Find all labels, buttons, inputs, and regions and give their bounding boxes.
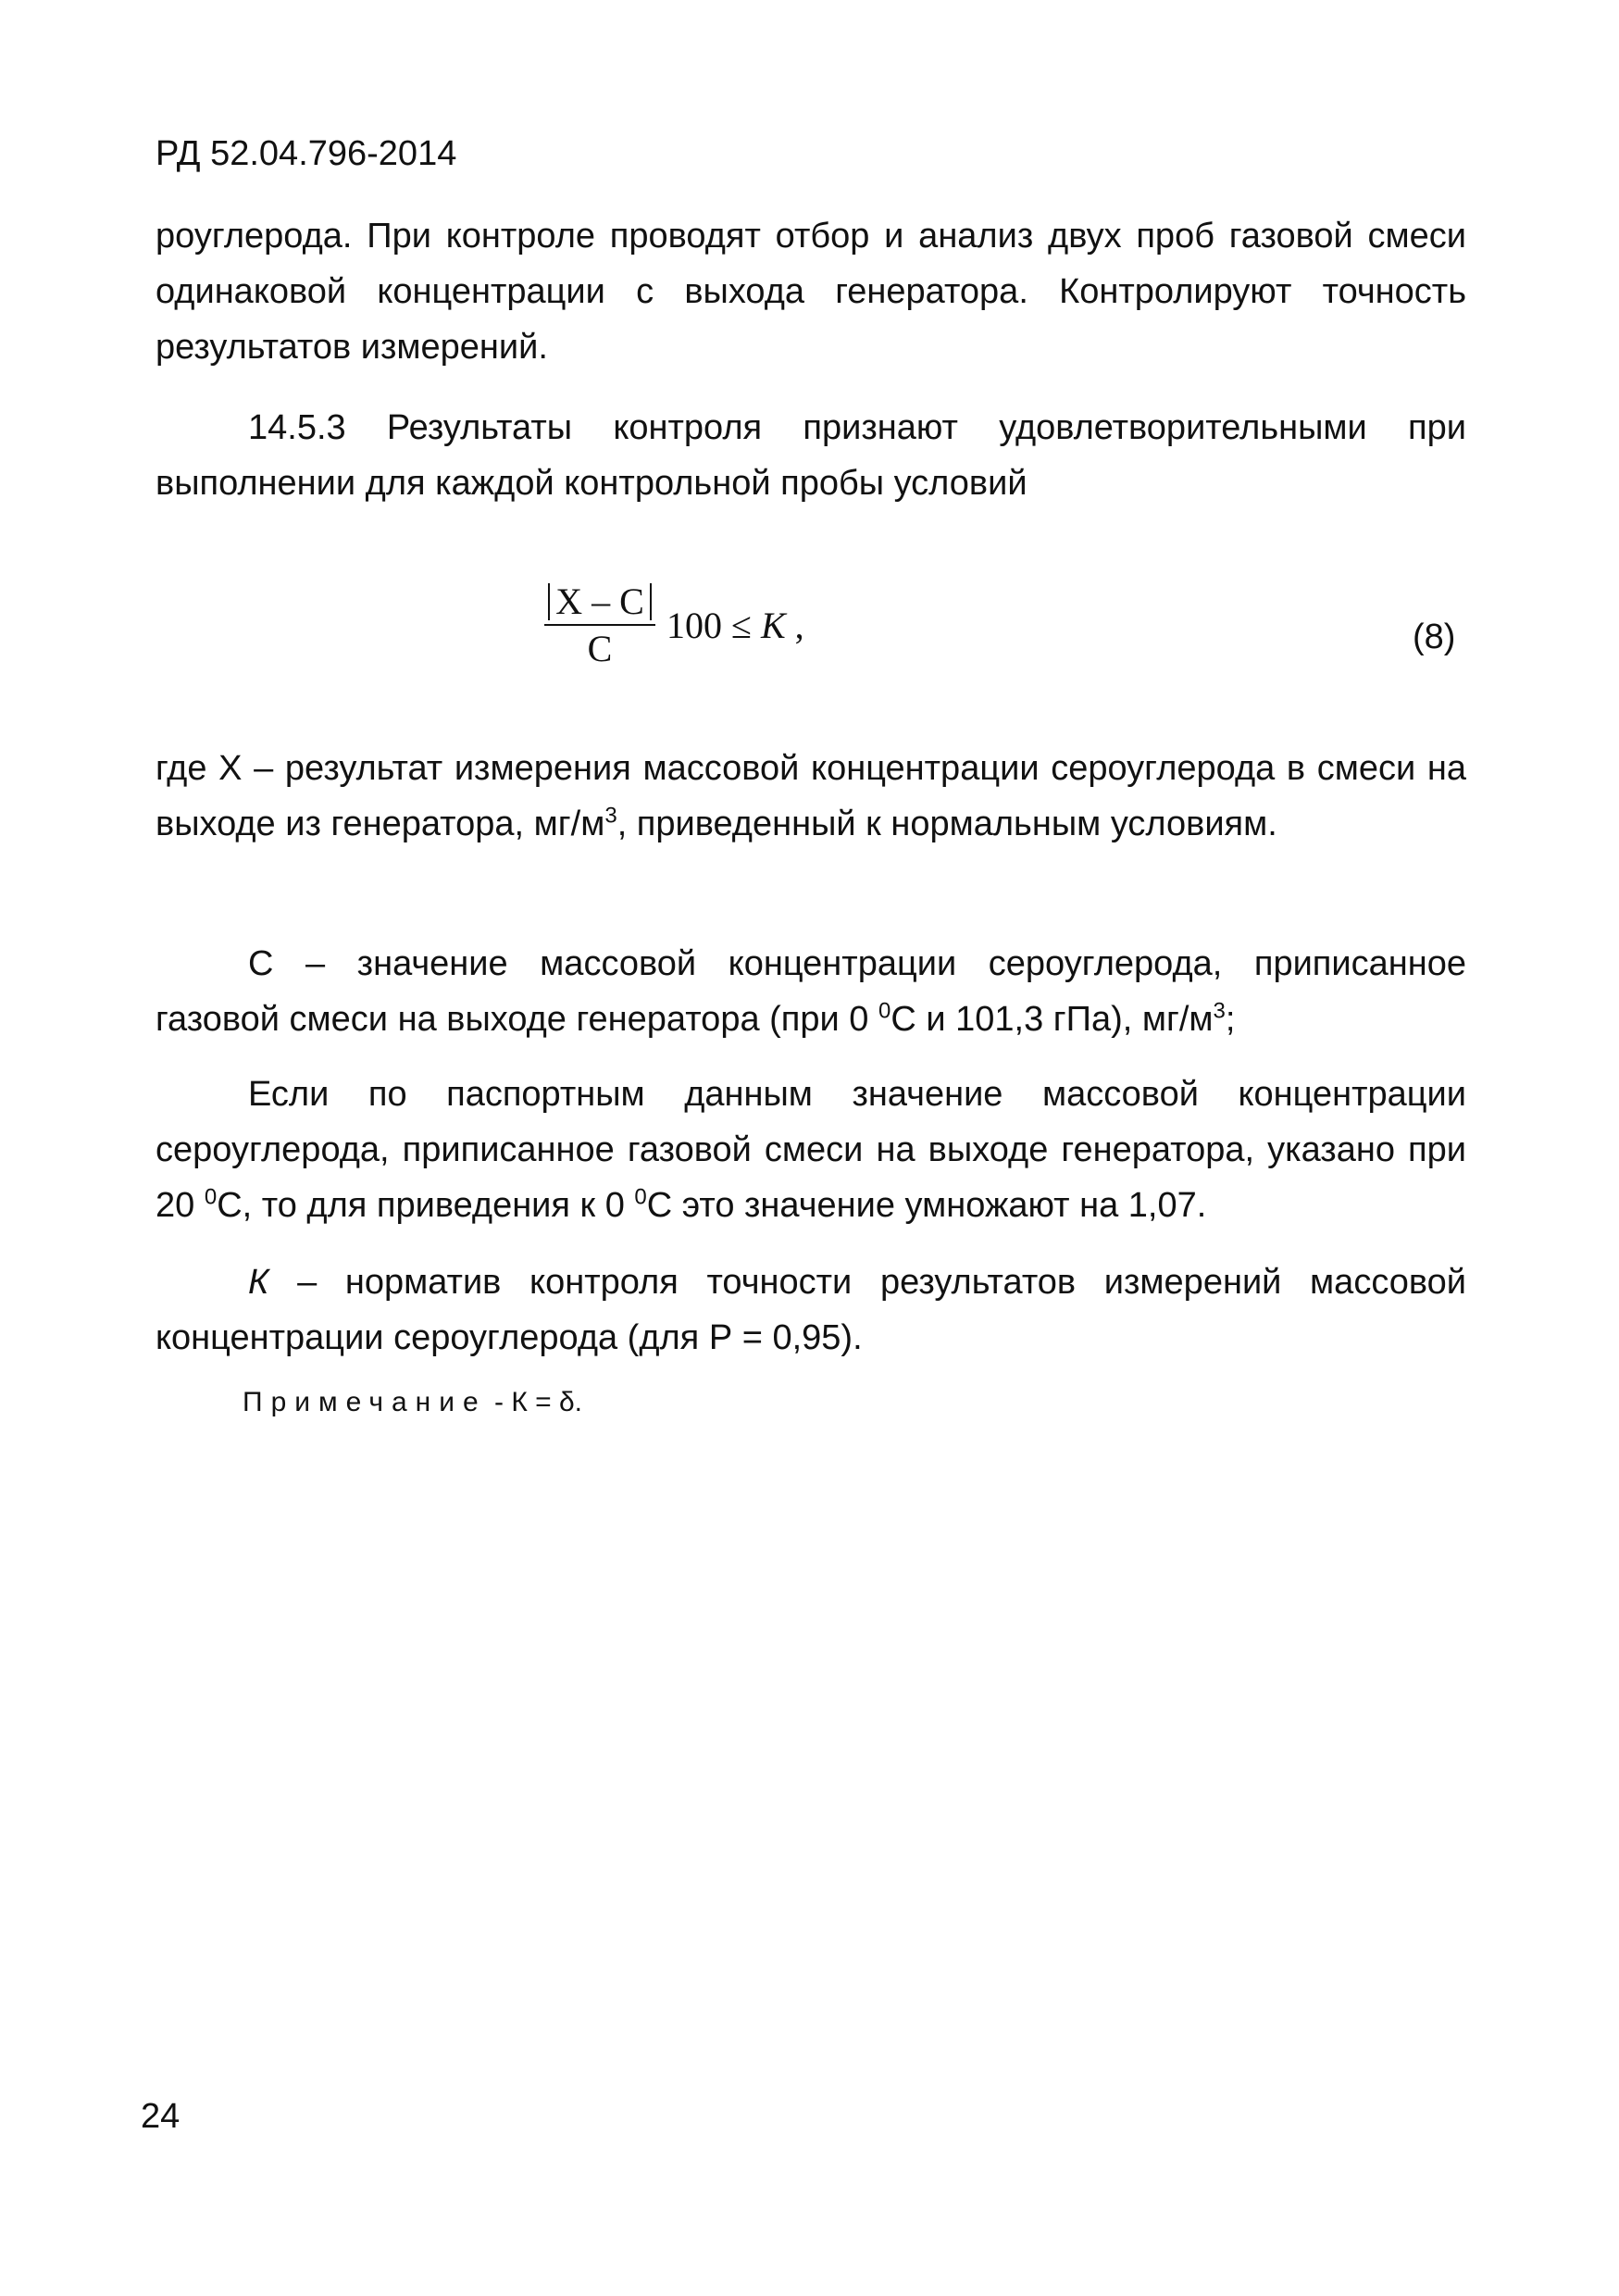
definition-x — [156, 741, 1466, 852]
definition-c — [156, 936, 1466, 1047]
conversion-degree-1: 0 — [204, 1184, 218, 1210]
definition-c-text-b: С и 101,3 гПа), мг/м — [890, 1000, 1214, 1039]
document-code: РД 52.04.796-2014 — [156, 134, 457, 173]
formula-inequality — [666, 604, 804, 648]
conversion-degree-2: 0 — [634, 1184, 647, 1210]
definition-x-text-a: где X – результат измерения массовой концентрации сероуглерода в смеси на выходе из генератора, мг/м — [156, 749, 1466, 843]
formula-var-k: K — [760, 605, 786, 646]
note — [243, 1379, 582, 1426]
definition-k — [156, 1254, 1466, 1366]
page-number: 24 — [141, 2097, 181, 2136]
formula-rest-left: 100 ≤ — [666, 605, 761, 646]
definition-x-text-b: , приведенный к нормальным условиям. — [616, 805, 1277, 843]
formula-8 — [537, 574, 907, 694]
conversion-text-b: С, то для приведения к 0 — [217, 1186, 635, 1225]
formula-denominator: C — [587, 628, 613, 669]
note-label: Примечание — [243, 1387, 487, 1417]
definition-c-text-c: ; — [1225, 1000, 1236, 1039]
definition-x-sup: 3 — [604, 803, 617, 829]
note-text: - К = δ. — [486, 1387, 583, 1417]
conversion-text-a: Если по паспортным данным значение массовой концентрации сероуглерода, приписанное газовой смеси на выходе генератора, указано при 20 — [156, 1075, 1466, 1225]
conversion-text-c: С это значение умножают на 1,07. — [646, 1186, 1207, 1225]
definition-c-text-a: С – значение массовой концентрации сероуглерода, приписанное газовой смеси на выходе генератора (при 0 — [156, 944, 1466, 1039]
definition-c-sup: 3 — [1213, 998, 1226, 1024]
equation-number: (8) — [1413, 618, 1456, 656]
definition-k-text: – норматив контроля точности результатов измерений массовой концентрации сероуглерода (для Р = 0,95). — [156, 1263, 1466, 1357]
definition-k-var: К — [248, 1263, 269, 1302]
formula-numerator: X – C — [548, 583, 652, 620]
paragraph-continuation: роуглерода. При контроле проводят отбор и анализ двух проб газовой смеси одинаковой концентрации с выхода генератора. Контролируют точность результатов измерений. — [156, 217, 1466, 367]
fraction-bar — [544, 624, 655, 626]
definition-c-degree: 0 — [878, 998, 891, 1024]
formula-rest-right: , — [785, 605, 804, 646]
formula-fraction — [544, 580, 655, 670]
paragraph-14-5-3: 14.5.3 Результаты контроля признают удовлетворительными при выполнении для каждой контрольной пробы условий — [156, 408, 1466, 503]
paragraph-conversion — [156, 1067, 1466, 1233]
